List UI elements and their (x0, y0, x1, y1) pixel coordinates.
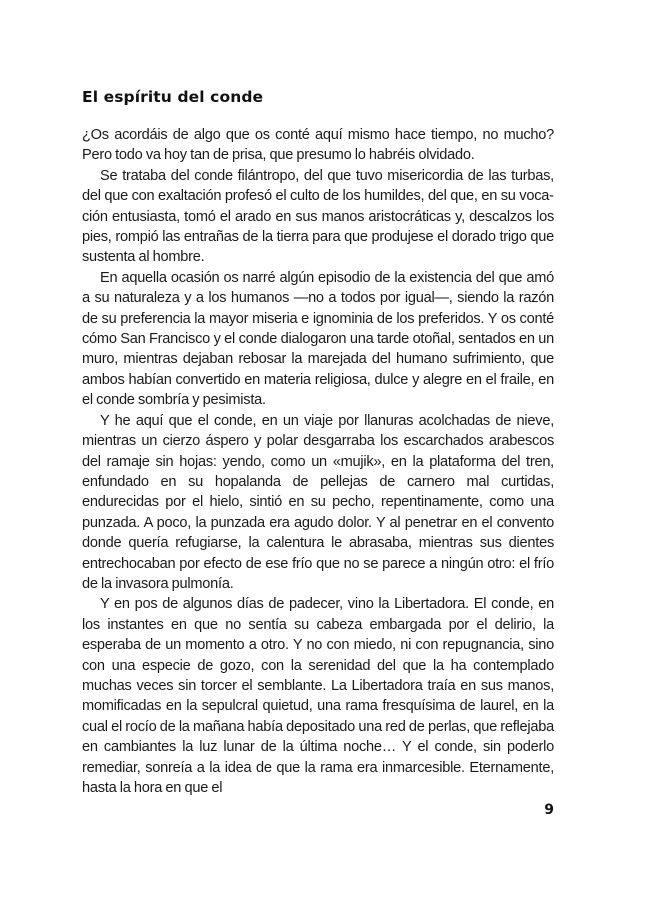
page-number: 9 (544, 802, 554, 818)
paragraph-1: ¿Os acordáis de algo que os conté aquí mismo hace tiempo, no mucho? Pero todo va hoy tan de prisa, que presumo lo habréis olvidado. (82, 127, 554, 164)
paragraph-4: Y he aquí que el conde, en un viaje por llanuras acolchadas de nieve, mientras un cierzo áspero y polar desgarraba los escarchados arabescos del ramaje sin hojas: yendo, como un «mujik», en la plataforma del tren, enfundado en su hopalanda de pellejas de carnero mal curtidas, endurecidas por el hielo, sintió en su pecho, repentinamente, como una punzada. A poco, la punzada era agudo dolor. Y al penetrar en el convento donde quería refugiarse, la calentura le abrasaba, mientras sus dientes entrechocaban por efecto de ese frío que no se parece a ningún otro: el frío de la invasora pulmonía. (82, 412, 554, 592)
paragraph-5: Y en pos de algunos días de padecer, vino la Libertadora. El conde, en los instantes en que no sentía su cabeza embargada por el delirio, la esperaba de un momento a otro. Y no con miedo, ni con repugnancia, sino con una especie de gozo, con la serenidad del que la ha contemplado muchas veces sin torcer el semblante. La Libertadora traía en sus manos, momificadas en la sepulcral quietud, una rama fresquísima de laurel, en la cual el rocío de la mañana había depositado una red de perlas, que reflejaba en cambiantes la luz lunar de la última noche… Y el conde, sin poderlo remediar, sonreía a la idea de que la rama era inmarcesible. Eternamente, hasta la hora en que el (82, 596, 554, 796)
chapter-title: El espíritu del conde (82, 88, 264, 106)
paragraph-3: En aquella ocasión os narré algún episodio de la existencia del que amó a su naturaleza y a los humanos —no a todos por igual—, siendo la razón de su preferencia la mayor miseria e ignominia de los preferidos. Y os conté cómo San Francisco y el conde dialogaron una tarde otoñal, sentados en un muro, mientras dejaban rebosar la marejada del humano sufrimiento, que ambos habían convertido en materia religiosa, dulce y alegre en el fraile, en el conde sombría y pesimista. (82, 269, 554, 409)
chapter-body (82, 125, 554, 798)
paragraph-2: Se trataba del conde filántropo, del que tuvo misericordia de las turbas, del que con exaltación profesó el culto de los humildes, del que, en su vocación entusiasta, tomó el arado en sus manos aristocráticas y, descalzos los pies, rompió las entrañas de la tierra para que produjese el dorado trigo que sustenta al hombre. (82, 167, 554, 266)
